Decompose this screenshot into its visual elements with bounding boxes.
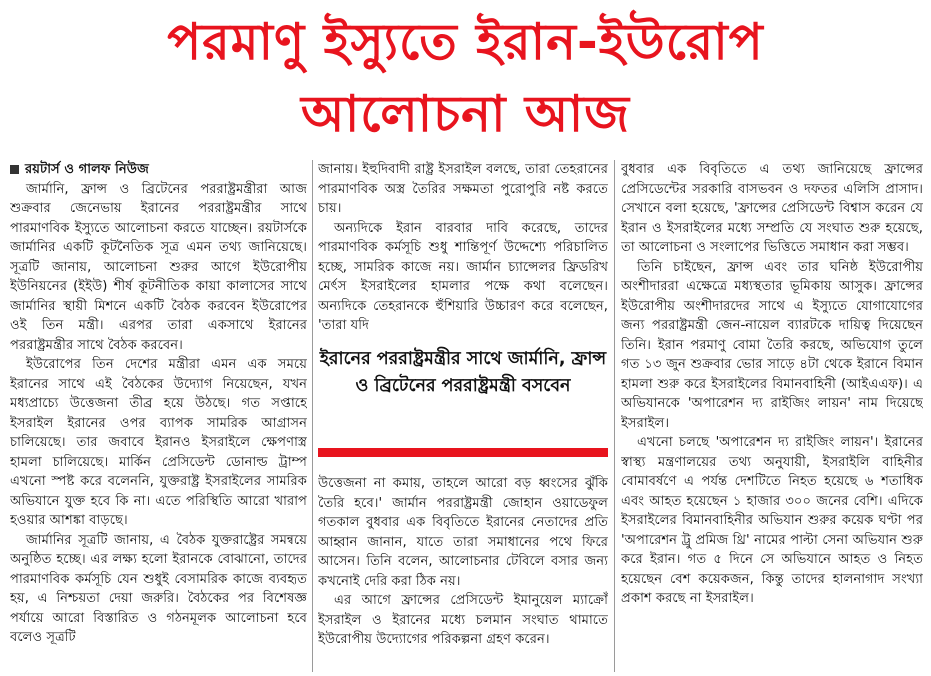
- article-column-2: [318, 160, 608, 672]
- paragraph: উত্তেজনা না কমায়, তাহলে আরো বড় ধ্বংসের ঝুঁকি তৈরি হবে।' জার্মান পররাষ্ট্রমন্ত্রী জোহান ওয়াডেফুল গতকাল বুধবার এক বিবৃতিতে ইরানের নেতাদের প্রতি আহ্বান জানান, যাতে তারা সমাধানের পথে ফিরে আসেন। তিনি বলেন, আলোচনার টেবিলে বসার জন্য কখনোই দেরি করা ঠিক নয়।: [318, 476, 608, 589]
- paragraph: জার্মানির সূত্রটি জানায়, এ বৈঠক যুক্তরাষ্ট্রের সমন্বয়ে অনুষ্ঠিত হচ্ছে। এর লক্ষ্য হলো ইরানকে বোঝানো, তাদের পারমাণবিক কর্মসূচি যেন শুধুই বেসামরিক কাজে ব্যবহৃত হয়, এ নিশ্চয়তা দেয়া জরুরি। বৈঠকের পর বিশেষজ্ঞ পর্যায়ে আরো বিস্তারিত ও গঠনমূলক আলোচনা হবে বলেও সূত্রটি: [10, 532, 307, 645]
- headline: [0, 6, 931, 150]
- paragraph: বুধবার এক বিবৃতিতে এ তথ্য জানিয়েছে ফ্রান্সের প্রেসিডেন্টের সরকারি বাসভবন ও দফতর এলিসি প্রাসাদ। সেখানে বলা হয়েছে, 'ফ্রান্সের প্রেসিডেন্ট বিশ্বাস করেন যে ইরান ও ইসরাইলের মধ্যে সম্প্রতি যে সংঘাত শুরু হয়েছে, তা আলোচনা ও সংলাপের ভিত্তিতে সমাধান করা সম্ভব।: [621, 162, 923, 255]
- headline-line-1: পরমাণু ইস্যুতে ইরান-ইউরোপ: [167, 13, 764, 71]
- headline-line-2: আলোচনা আজ: [301, 85, 630, 143]
- paragraph: অন্যদিকে ইরান বারবার দাবি করেছে, তাদের পারমাণবিক কর্মসূচি শুধু শান্তিপূর্ণ উদ্দেশ্যে পরিচালিত হচ্ছে, সামরিক কাজে নয়। জার্মান চ্যান্সেলর ফ্রিডরিখ মের্ৎস ইসরাইলের হামলার পক্ষে কথা বলেছেন। অন্যদিকে তেহরানকে হুঁশিয়ারি উচ্চারণ করে বলেছেন, 'তারা যদি: [318, 220, 608, 333]
- article-column-3: [621, 160, 923, 672]
- pull-quote: ইরানের পররাষ্ট্রমন্ত্রীর সাথে জার্মানি, ফ্রান্স ও ব্রিটেনের পররাষ্ট্রমন্ত্রী বসবেন: [319, 349, 607, 396]
- paragraph: জানায়। ইহুদিবাদী রাষ্ট্র ইসরাইল বলছে, তারা তেহরানের পারমাণবিক অস্ত্র তৈরির সক্ষমতা পুরোপুরি নষ্ট করতে চায়।: [318, 162, 608, 216]
- paragraph: জার্মানি, ফ্রান্স ও ব্রিটেনের পররাষ্ট্রমন্ত্রীরা আজ শুক্রবার জেনেভায় ইরানের পররাষ্ট্রমন্ত্রীর সাথে পারমাণবিক ইস্যুতে আলোচনা করতে যাচ্ছেন। রয়টার্সকে জার্মানির একটি কূটনৈতিক সূত্র এমন তথ্য জানিয়েছে। সূত্রটি জানায়, আলোচনা শুরুর আগে ইউরোপীয় ইউনিয়নের (ইইউ) শীর্ষ কূটনীতিক কায়া কালাসের সাথে জার্মানির স্থায়ী মিশনে একটি বৈঠক করবেন ইউরোপের ওই তিন মন্ত্রী। এরপর তারা একসাথে ইরানের পররাষ্ট্রমন্ত্রীর সাথে বৈঠক করবেন।: [10, 181, 307, 353]
- pull-quote-bar: [318, 448, 608, 457]
- paragraph: তিনি চাইছেন, ফ্রান্স এবং তার ঘনিষ্ঠ ইউরোপীয় অংশীদাররা এক্ষেত্রে মধ্যস্থতার ভূমিকায় আসুক। ফ্রান্সের ইউরোপীয় অংশীদারদের সাথে এ ইস্যুতে যোগাযোগের জন্য পররাষ্ট্রমন্ত্রী জেন-নায়েল ব্যারটকে দায়িত্ব দিয়েছেন তিনি। ইরান পরমাণু বোমা তৈরি করছে, অভিযোগ তুলে গত ১৩ জুন শুক্রবার ভোর সাড়ে ৪টা থেকে ইরানে বিমান হামলা শুরু করে ইসরাইলের বিমানবাহিনী (আইএএফ)। এ অভিযানকে 'অপারেশন দ্য রাইজিং লায়ন' নাম দিয়েছে ইসরাইল।: [621, 259, 923, 431]
- paragraph: ইউরোপের তিন দেশের মন্ত্রীরা এমন এক সময়ে ইরানের সাথে এই বৈঠকের উদ্যোগ নিয়েছেন, যখন মধ্যপ্রাচ্যে উত্তেজনা তীব্র হয়ে উঠছে। গত সপ্তাহে ইসরাইল ইরানের ওপর ব্যাপক সামরিক আগ্রাসন চালিয়েছে। তার জবাবে ইরানও ইসরাইলে ক্ষেপণাস্ত্র হামলা চালিয়েছে। মার্কিন প্রেসিডেন্ট ডোনাল্ড ট্রাম্প এখনো স্পষ্ট করে বলেননি, যুক্তরাষ্ট্র ইসরাইলের সামরিক অভিযানে যুক্ত হবে কি না। এতে পরিস্থিতি আরো খারাপ হওয়ার আশঙ্কা বাড়ছে।: [10, 357, 307, 528]
- paragraph: এর আগে ফ্রান্সের প্রেসিডেন্ট ইমানুয়েল ম্যাক্রোঁ ইসরাইল ও ইরানের মধ্যে চলমান সংঘাত থামাতে ইউরোপীয় উদ্যোগের পরিকল্পনা গ্রহণ করেন।: [318, 593, 608, 647]
- byline: [10, 160, 307, 180]
- article-column-1: [10, 160, 307, 672]
- column-divider: [312, 160, 313, 672]
- column-divider: [614, 160, 615, 672]
- square-bullet-icon: [10, 165, 19, 174]
- paragraph: এখনো চলছে 'অপারেশন দ্য রাইজিং লায়ন'। ইরানের স্বাস্থ্য মন্ত্রণালয়ের তথ্য অনুযায়ী, ইসরাইলি বাহিনীর বোমাবর্ষণে এ পর্যন্ত দেশটিতে নিহত হয়েছে ৬ শতাধিক এবং আহত হয়েছেন ১ হাজার ৩০০ জনের বেশি। এদিকে ইসরাইলের বিমানবাহিনীর অভিযান শুরুর কয়েক ঘণ্টা পর 'অপারেশন ট্রু প্রমিজ থ্রি' নামের পাল্টা সেনা অভিযান শুরু করে ইরান। গত ৫ দিনে সে অভিযানে আহত ও নিহত হয়েছেন বেশ কয়েকজন, কিন্তু তাদের হালনাগাদ সংখ্যা প্রকাশ করছে না ইসরাইল।: [621, 435, 923, 606]
- column-2-bottom: [318, 474, 608, 650]
- byline-text: রয়টার্স ও গালফ নিউজ: [25, 162, 149, 177]
- column-2-top: [318, 160, 608, 336]
